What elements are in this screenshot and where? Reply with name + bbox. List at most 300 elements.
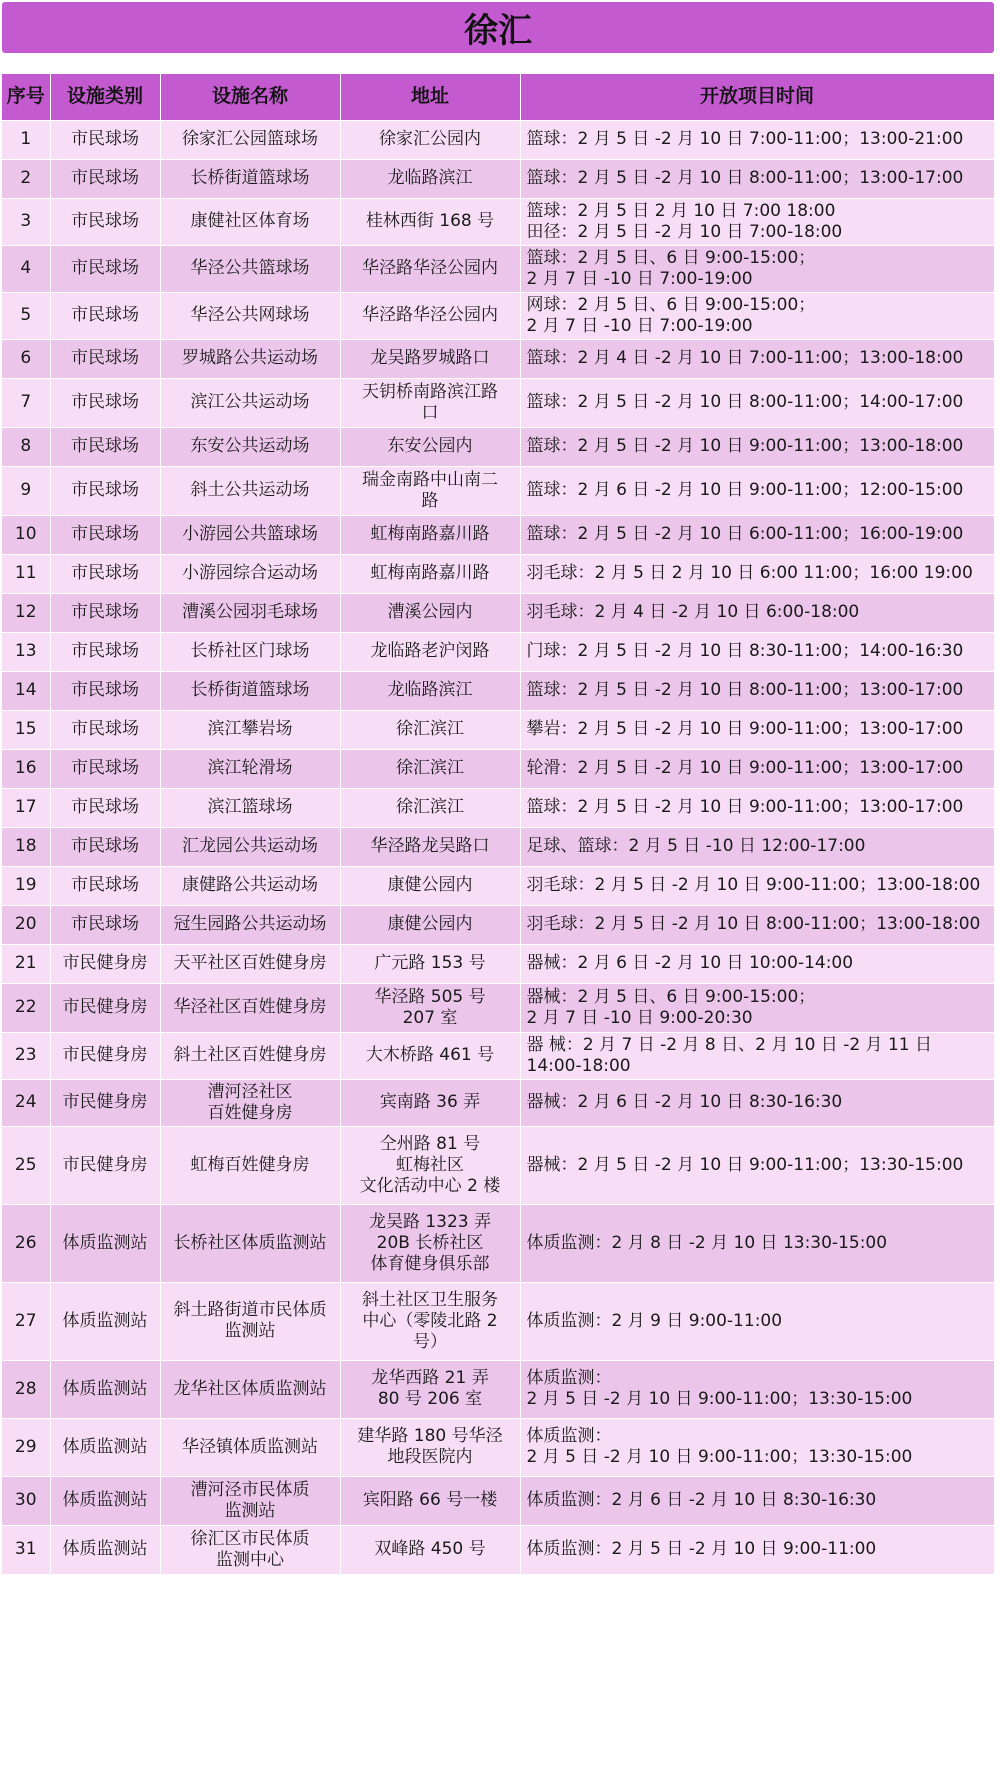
table-row [2,1525,994,1574]
facility-table [2,74,995,1575]
open-time-line: 器械：2 月 6 日 -2 月 10 日 10:00-14:00 [526,953,854,973]
facility-name-line: 天平社区百姓健身房 [173,953,327,973]
facility-category: 体质监测站 [50,1282,160,1360]
open-time [520,788,994,827]
facility-name [160,120,340,159]
facility-address [340,593,520,632]
facility-name [160,866,340,905]
facility-category: 市民球场 [50,466,160,515]
facility-name [160,1032,340,1079]
facility-category: 市民球场 [50,120,160,159]
facility-address [340,120,520,159]
facility-address-line: 虹梅南路嘉川路 [370,524,490,544]
row-index: 15 [2,710,50,749]
open-time [520,983,994,1032]
table-row [2,198,994,245]
facility-name-line: 华泾公共网球场 [190,305,310,325]
open-time [520,905,994,944]
table-row [2,632,994,671]
facility-address [340,671,520,710]
facility-category: 市民球场 [50,866,160,905]
facility-address [340,378,520,427]
row-index: 31 [2,1525,50,1574]
row-index: 6 [2,339,50,378]
table-row [2,593,994,632]
open-time-line: 轮滑：2 月 5 日 -2 月 10 日 9:00-11:00；13:00-17:00 [526,758,964,778]
open-time-line: 篮球：2 月 5 日 2 月 10 日 7:00 18:00 [526,200,836,221]
facility-address-line: 号） [413,1331,447,1352]
facility-address [340,427,520,466]
open-time-line: 14:00-18:00 [526,1055,631,1076]
facility-name-line: 监测站 [224,1321,276,1341]
facility-address [340,159,520,198]
open-time-line: 羽毛球：2 月 5 日 -2 月 10 日 8:00-11:00；13:00-18:00 [526,914,981,934]
facility-name [160,1126,340,1204]
header-facility-name: 设施名称 [160,74,340,120]
row-index: 16 [2,749,50,788]
facility-address-line: 徐汇滨江 [396,719,464,739]
facility-category: 市民球场 [50,427,160,466]
facility-address [340,1282,520,1360]
table-row [2,1360,994,1418]
facility-category: 市民球场 [50,339,160,378]
row-index: 19 [2,866,50,905]
open-time [520,198,994,245]
facility-address [340,339,520,378]
table-row [2,427,994,466]
table-body [2,120,994,1574]
facility-name-line: 滨江篮球场 [207,797,293,817]
facility-category: 市民球场 [50,827,160,866]
facility-address-line: 体育健身俱乐部 [370,1253,490,1274]
facility-name-line: 徐汇区市民体质 [190,1528,310,1549]
facility-address [340,1418,520,1476]
row-index: 8 [2,427,50,466]
facility-category: 市民球场 [50,671,160,710]
open-time-line: 篮球：2 月 6 日 -2 月 10 日 9:00-11:00；12:00-15:00 [526,480,964,500]
open-time-line: 篮球：2 月 4 日 -2 月 10 日 7:00-11:00；13:00-18:00 [526,348,964,368]
facility-name [160,632,340,671]
row-index: 7 [2,378,50,427]
facility-address [340,827,520,866]
facility-name-line: 监测站 [224,1500,276,1521]
facility-name-line: 汇龙园公共运动场 [182,836,318,856]
facility-address [340,198,520,245]
open-time-line: 2 月 5 日 -2 月 10 日 9:00-11:00；13:30-15:00 [526,1447,913,1467]
facility-address-line: 龙临路滨江 [387,680,473,700]
facility-category: 市民健身房 [50,1032,160,1079]
facility-address-line: 口 [421,402,439,423]
open-time [520,749,994,788]
page-title: 徐汇 [2,2,994,53]
facility-name-line: 滨江公共运动场 [190,392,310,412]
table-header-row [2,74,994,120]
facility-address [340,1126,520,1204]
facility-address-line: 徐家汇公园内 [379,129,481,149]
facility-address [340,292,520,339]
facility-name-line: 长桥社区体质监测站 [173,1232,327,1253]
facility-name-line: 漕河泾社区 [207,1081,293,1102]
open-time-line: 2 月 5 日 -2 月 10 日 9:00-11:00；13:30-15:00 [526,1389,913,1409]
facility-name-line: 东安公共运动场 [190,436,310,456]
open-time [520,632,994,671]
facility-address [340,1079,520,1126]
open-time-line: 器械：2 月 5 日 -2 月 10 日 9:00-11:00；13:30-15:00 [526,1154,964,1175]
facility-name [160,1282,340,1360]
facility-name [160,339,340,378]
facility-name-line: 长桥街道篮球场 [190,168,310,188]
open-time-line: 羽毛球：2 月 4 日 -2 月 10 日 6:00-18:00 [526,602,860,622]
table-row [2,378,994,427]
open-time-line: 2 月 7 日 -10 日 7:00-19:00 [526,315,753,336]
facility-category: 体质监测站 [50,1418,160,1476]
table-row [2,1418,994,1476]
facility-category: 市民健身房 [50,1079,160,1126]
table-row [2,749,994,788]
facility-name-line: 漕河泾市民体质 [190,1479,310,1500]
open-time [520,1282,994,1360]
open-time-line: 体质监测：2 月 8 日 -2 月 10 日 13:30-15:00 [526,1232,888,1253]
open-time [520,515,994,554]
row-index: 10 [2,515,50,554]
open-time [520,1032,994,1079]
open-time [520,1204,994,1282]
facility-name-line: 长桥街道篮球场 [190,680,310,700]
row-index: 9 [2,466,50,515]
facility-address-line: 华泾路龙吴路口 [370,836,490,856]
facility-name-line: 龙华社区体质监测站 [173,1378,327,1399]
open-time-line: 体质监测：2 月 6 日 -2 月 10 日 8:30-16:30 [526,1490,877,1510]
facility-category: 市民健身房 [50,983,160,1032]
open-time [520,1525,994,1574]
facility-name [160,554,340,593]
open-time-line: 体质监测：2 月 9 日 9:00-11:00 [526,1310,783,1331]
facility-address [340,749,520,788]
facility-category: 市民球场 [50,515,160,554]
table-row [2,1204,994,1282]
header-category: 设施类别 [50,74,160,120]
row-index: 11 [2,554,50,593]
facility-address [340,788,520,827]
row-index: 5 [2,292,50,339]
open-time [520,120,994,159]
row-index: 21 [2,944,50,983]
open-time-line: 体质监测： [526,1426,612,1446]
table-row [2,515,994,554]
facility-address [340,866,520,905]
open-time [520,159,994,198]
facility-address-line: 20B 长桥社区 [376,1232,484,1253]
facility-name [160,827,340,866]
facility-category: 市民球场 [50,245,160,292]
open-time-line: 篮球：2 月 5 日 -2 月 10 日 8:00-11:00；14:00-17:00 [526,392,964,412]
table-row [2,905,994,944]
facility-name-line: 小游园综合运动场 [182,563,318,583]
facility-category: 市民健身房 [50,1126,160,1204]
open-time-line: 攀岩：2 月 5 日 -2 月 10 日 9:00-11:00；13:00-17:00 [526,719,964,739]
table-row [2,1079,994,1126]
facility-name-line: 华泾镇体质监测站 [182,1436,318,1457]
table-row [2,944,994,983]
facility-category: 市民球场 [50,788,160,827]
facility-category: 市民球场 [50,554,160,593]
open-time [520,554,994,593]
open-time [520,427,994,466]
facility-address [340,905,520,944]
facility-address-line: 大木桥路 461 号 [365,1045,495,1065]
facility-address-line: 龙临路滨江 [387,168,473,188]
facility-name-line: 漕溪公园羽毛球场 [182,602,318,622]
facility-address-line: 华泾路华泾公园内 [362,305,498,325]
facility-name-line: 斜土公共运动场 [190,480,310,500]
row-index: 1 [2,120,50,159]
row-index: 28 [2,1360,50,1418]
open-time-line: 田径：2 月 5 日 -2 月 10 日 7:00-18:00 [526,221,843,242]
facility-name [160,515,340,554]
facility-address-line: 80 号 206 室 [377,1389,483,1409]
open-time-line: 篮球：2 月 5 日 -2 月 10 日 9:00-11:00；13:00-17:00 [526,797,964,817]
row-index: 2 [2,159,50,198]
open-time-line: 体质监测：2 月 5 日 -2 月 10 日 9:00-11:00 [526,1539,877,1559]
facility-name-line: 华泾社区百姓健身房 [173,997,327,1017]
facility-name [160,245,340,292]
open-time [520,1079,994,1126]
open-time [520,593,994,632]
open-time-line: 门球：2 月 5 日 -2 月 10 日 8:30-11:00；14:00-16:30 [526,641,964,661]
facility-name [160,1418,340,1476]
facility-name-line: 徐家汇公园篮球场 [182,129,318,149]
facility-address-line: 漕溪公园内 [387,602,473,622]
facility-address [340,1032,520,1079]
table-row [2,1282,994,1360]
facility-address-line: 徐汇滨江 [396,758,464,778]
facility-address [340,944,520,983]
facility-address-line: 双峰路 450 号 [374,1539,486,1559]
facility-category: 市民球场 [50,632,160,671]
row-index: 29 [2,1418,50,1476]
table-row [2,1032,994,1079]
facility-address-line: 虹梅南路嘉川路 [370,563,490,583]
facility-address-line: 华泾路 505 号 [374,986,486,1007]
facility-name-line: 滨江攀岩场 [207,719,293,739]
open-time-line: 篮球：2 月 5 日、6 日 9:00-15:00； [526,247,816,268]
row-index: 4 [2,245,50,292]
table-row [2,1126,994,1204]
facility-address-line: 虹梅社区 [396,1154,464,1175]
table-row [2,159,994,198]
facility-name-line: 斜土社区百姓健身房 [173,1045,327,1065]
open-time-line: 篮球：2 月 5 日 -2 月 10 日 8:00-11:00；13:00-17:00 [526,168,964,188]
open-time [520,466,994,515]
facility-address-line: 斜土社区卫生服务 [362,1289,498,1310]
open-time [520,245,994,292]
facility-address [340,515,520,554]
row-index: 14 [2,671,50,710]
facility-address-line: 文化活动中心 2 楼 [359,1175,501,1196]
table-row [2,292,994,339]
open-time-line: 体质监测： [526,1368,612,1388]
facility-address-line: 徐汇滨江 [396,797,464,817]
open-time [520,1126,994,1204]
facility-address [340,1476,520,1525]
facility-address-line: 宾南路 36 弄 [379,1092,481,1112]
facility-address-line: 广元路 153 号 [374,953,486,973]
open-time [520,1418,994,1476]
facility-name-line: 斜土路街道市民体质 [173,1300,327,1320]
row-index: 27 [2,1282,50,1360]
facility-name [160,788,340,827]
facility-name [160,466,340,515]
open-time [520,339,994,378]
row-index: 30 [2,1476,50,1525]
facility-address [340,710,520,749]
open-time [520,827,994,866]
row-index: 12 [2,593,50,632]
open-time [520,671,994,710]
facility-category: 市民球场 [50,292,160,339]
row-index: 23 [2,1032,50,1079]
facility-address [340,554,520,593]
facility-name [160,292,340,339]
facility-name [160,378,340,427]
facility-address-line: 建华路 180 号华泾 [357,1426,503,1446]
open-time-line: 篮球：2 月 5 日 -2 月 10 日 8:00-11:00；13:00-17:00 [526,680,964,700]
facility-category: 体质监测站 [50,1476,160,1525]
facility-address-line: 龙临路老沪闵路 [370,641,490,661]
open-time-line: 网球：2 月 5 日、6 日 9:00-15:00； [526,294,816,315]
facility-name [160,1476,340,1525]
facility-address-line: 宾阳路 66 号一楼 [362,1490,498,1510]
facility-address [340,245,520,292]
facility-name-line: 滨江轮滑场 [207,758,293,778]
facility-name [160,671,340,710]
table-row [2,788,994,827]
open-time [520,1360,994,1418]
facility-address-line: 康健公园内 [387,914,473,934]
open-time-line: 篮球：2 月 5 日 -2 月 10 日 6:00-11:00；16:00-19:00 [526,524,964,544]
facility-address [340,983,520,1032]
facility-address [340,1525,520,1574]
facility-category: 市民健身房 [50,944,160,983]
open-time-line: 2 月 7 日 -10 日 7:00-19:00 [526,268,753,289]
facility-name-line: 长桥社区门球场 [190,641,310,661]
facility-name [160,710,340,749]
facility-name [160,427,340,466]
row-index: 26 [2,1204,50,1282]
facility-address-line: 龙吴路罗城路口 [370,348,490,368]
open-time [520,292,994,339]
facility-category: 体质监测站 [50,1525,160,1574]
facility-address-line: 地段医院内 [387,1447,473,1467]
table-row [2,827,994,866]
facility-category: 市民球场 [50,905,160,944]
facility-category: 体质监测站 [50,1360,160,1418]
header-index: 序号 [2,74,50,120]
row-index: 18 [2,827,50,866]
facility-address-line: 天钥桥南路滨江路 [362,381,498,402]
facility-name [160,983,340,1032]
facility-name-line: 康健社区体育场 [190,211,310,231]
facility-address-line: 中心（零陵北路 2 [362,1310,498,1331]
facility-category: 市民球场 [50,198,160,245]
row-index: 17 [2,788,50,827]
table-row [2,554,994,593]
open-time [520,1476,994,1525]
open-time-line: 器械：2 月 6 日 -2 月 10 日 8:30-16:30 [526,1092,843,1112]
open-time-line: 羽毛球：2 月 5 日 2 月 10 日 6:00 11:00；16:00 19:00 [526,563,973,583]
open-time [520,866,994,905]
facility-address-line: 瑞金南路中山南二 [362,469,498,490]
open-time-line: 器械：2 月 5 日、6 日 9:00-15:00； [526,986,816,1007]
facility-name [160,1525,340,1574]
facility-address-line: 东安公园内 [387,436,473,456]
open-time-line: 器 械：2 月 7 日 -2 月 8 日、2 月 10 日 -2 月 11 日 [526,1034,932,1055]
open-time-line: 足球、篮球：2 月 5 日 -10 日 12:00-17:00 [526,836,866,856]
row-index: 22 [2,983,50,1032]
row-index: 20 [2,905,50,944]
table-row [2,710,994,749]
row-index: 3 [2,198,50,245]
facility-name [160,1079,340,1126]
table-row [2,1476,994,1525]
facility-name [160,1360,340,1418]
table-row [2,466,994,515]
facility-name [160,159,340,198]
row-index: 24 [2,1079,50,1126]
facility-address-line: 龙华西路 21 弄 [371,1368,489,1388]
facility-address [340,632,520,671]
open-time [520,944,994,983]
facility-name [160,905,340,944]
table-row [2,983,994,1032]
facility-name [160,1204,340,1282]
open-time-line: 羽毛球：2 月 5 日 -2 月 10 日 9:00-11:00；13:00-18:00 [526,875,981,895]
facility-address [340,1204,520,1282]
facility-name [160,593,340,632]
facility-address-line: 龙吴路 1323 弄 [368,1211,492,1232]
open-time-line: 2 月 7 日 -10 日 9:00-20:30 [526,1007,753,1028]
table-row [2,866,994,905]
facility-category: 市民球场 [50,159,160,198]
facility-name-line: 虹梅百姓健身房 [190,1154,310,1175]
facility-address-line: 康健公园内 [387,875,473,895]
table-row [2,339,994,378]
facility-name-line: 监测中心 [216,1549,284,1570]
header-address: 地址 [340,74,520,120]
table-row [2,671,994,710]
facility-name [160,944,340,983]
facility-name-line: 冠生园路公共运动场 [173,914,327,934]
facility-address [340,1360,520,1418]
facility-category: 市民球场 [50,378,160,427]
open-time [520,378,994,427]
open-time-line: 篮球：2 月 5 日 -2 月 10 日 9:00-11:00；13:00-18:00 [526,436,964,456]
facility-category: 市民球场 [50,710,160,749]
facility-name-line: 康健路公共运动场 [182,875,318,895]
table-row [2,245,994,292]
facility-name-line: 罗城路公共运动场 [182,348,318,368]
header-open-time: 开放项目时间 [520,74,994,120]
facility-category: 市民球场 [50,749,160,788]
facility-address-line: 207 室 [402,1007,458,1028]
row-index: 25 [2,1126,50,1204]
open-time [520,710,994,749]
open-time-line: 篮球：2 月 5 日 -2 月 10 日 7:00-11:00；13:00-21:00 [526,129,964,149]
facility-address-line: 路 [421,490,439,511]
table-row [2,120,994,159]
facility-address-line: 桂林西街 168 号 [365,211,495,231]
facility-name-line: 小游园公共篮球场 [182,524,318,544]
